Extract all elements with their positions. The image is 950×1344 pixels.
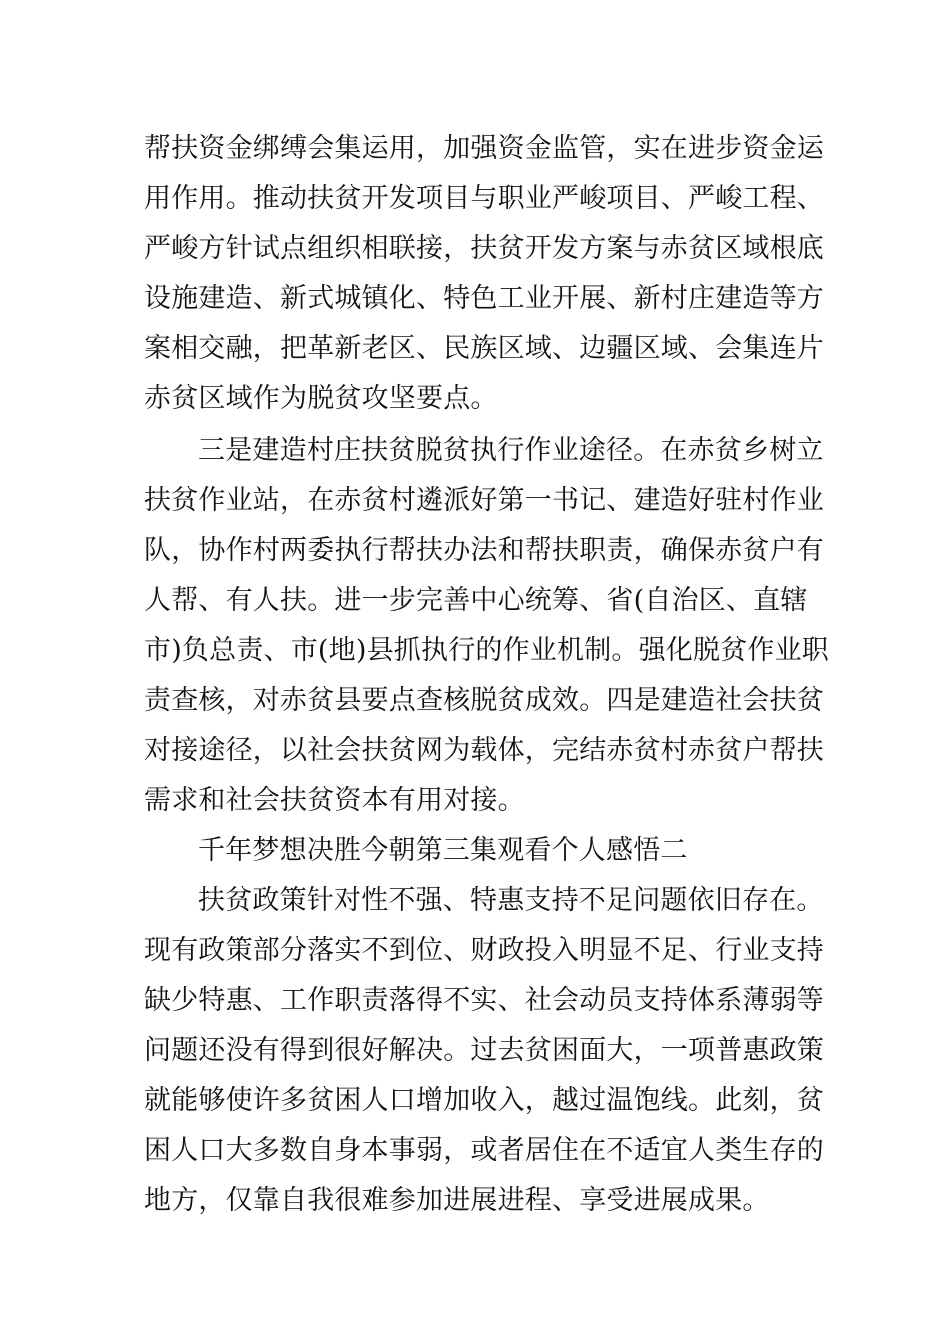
text-line: 队，协作村两委执行帮扶办法和帮扶职责，确保赤贫户有	[144, 535, 824, 566]
text-line: 市)负总责、市(地)县抓执行的作业机制。强化脱贫作业职	[144, 635, 829, 666]
text-line: 责查核，对赤贫县要点查核脱贫成效。四是建造社会扶贫	[144, 685, 824, 716]
text-line: 困人口大多数自身本事弱，或者居住在不适宜人类生存的	[144, 1135, 824, 1166]
text-line: 扶贫政策针对性不强、特惠支持不足问题依旧存在。	[198, 885, 824, 916]
text-line: 对接途径，以社会扶贫网为载体，完结赤贫村赤贫户帮扶	[144, 735, 824, 766]
text-line: 严峻方针试点组织相联接，扶贫开发方案与赤贫区域根底	[144, 233, 824, 264]
text-line: 案相交融，把革新老区、民族区域、边疆区域、会集连片	[144, 333, 824, 364]
text-line: 用作用。推动扶贫开发项目与职业严峻项目、严峻工程、	[144, 183, 824, 214]
text-line: 设施建造、新式城镇化、特色工业开展、新村庄建造等方	[144, 283, 824, 314]
text-line: 扶贫作业站，在赤贫村遴派好第一书记、建造好驻村作业	[144, 485, 824, 516]
text-line: 需求和社会扶贫资本有用对接。	[144, 785, 525, 816]
text-line: 地方，仅靠自我很难参加进展进程、享受进展成果。	[144, 1185, 770, 1216]
text-line: 问题还没有得到很好解决。过去贫困面大，一项普惠政策	[144, 1035, 824, 1066]
text-line: 三是建造村庄扶贫脱贫执行作业途径。在赤贫乡树立	[198, 435, 824, 466]
section-heading: 千年梦想决胜今朝第三集观看个人感悟二	[198, 835, 688, 866]
text-line: 现有政策部分落实不到位、财政投入明显不足、行业支持	[144, 935, 824, 966]
text-line: 人帮、有人扶。进一步完善中心统筹、省(自治区、直辖	[144, 585, 808, 616]
text-line: 就能够使许多贫困人口增加收入，越过温饱线。此刻，贫	[144, 1085, 824, 1116]
text-line: 缺少特惠、工作职责落得不实、社会动员支持体系薄弱等	[144, 985, 824, 1016]
text-line: 赤贫区域作为脱贫攻坚要点。	[144, 383, 498, 414]
text-line: 帮扶资金绑缚会集运用，加强资金监管，实在进步资金运	[144, 133, 824, 164]
